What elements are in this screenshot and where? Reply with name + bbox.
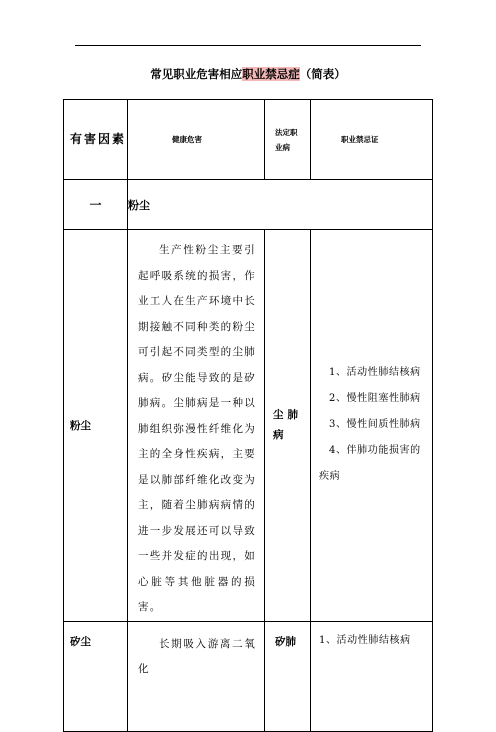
silica-health-text: 长期吸入游离二氧化	[138, 637, 256, 675]
header-rule	[75, 45, 421, 46]
silica-legal: 矽肺	[275, 635, 296, 648]
table-row	[64, 621, 433, 731]
silica-health-cell	[128, 621, 265, 731]
header-health: 健康危害	[172, 135, 202, 144]
title-highlight: 职业禁忌症	[242, 67, 300, 81]
section-number: 一	[64, 180, 128, 230]
list-item: 1、活动性肺结核病	[329, 367, 421, 379]
section-row	[64, 180, 433, 230]
document-title	[0, 66, 496, 82]
header-legal-cell	[265, 100, 311, 180]
occupational-hazard-table	[63, 99, 433, 732]
silica-legal-cell	[265, 621, 311, 731]
list-item: 3、慢性间质性肺病	[329, 419, 421, 431]
dust-legal-cell	[265, 230, 311, 622]
silica-factor-cell	[64, 621, 128, 731]
header-contra: 职业禁忌证	[341, 135, 379, 144]
dust-contra-list	[311, 360, 432, 490]
table-row	[64, 230, 433, 622]
header-legal: 法定职业病	[275, 127, 298, 152]
dust-contra-cell	[311, 230, 433, 622]
section-name: 粉尘	[128, 180, 433, 230]
dust-health-cell	[128, 230, 265, 622]
dust-health-text: 生产性粉尘主要引起呼吸系统的损害，作业工人在生产环境中长期接触不同种类的粉尘可引起不同类型的尘肺病。矽尘能导致的是矽肺病。尘肺病是一种以肺组织弥漫性纤维化为主的全身性疾病，主要是以肺部纤维化改变为主，随着尘肺病病情的进一步发展还可以导致一些并发症的出现，如心脏等其他脏器的损害。	[138, 244, 256, 613]
dust-legal: 尘肺病	[273, 409, 302, 442]
silica-factor: 矽尘	[70, 635, 91, 648]
header-health-cell	[128, 100, 265, 180]
silica-contra-cell	[311, 621, 433, 731]
title-suffix: （简表）	[299, 67, 346, 81]
header-factor-cell	[64, 100, 128, 180]
dust-factor: 粉尘	[70, 419, 91, 432]
table-header-row	[64, 100, 433, 180]
silica-contra: 1、活动性肺结核病	[319, 634, 411, 646]
header-contra-cell	[311, 100, 433, 180]
list-item: 2、慢性阻塞性肺病	[329, 393, 421, 405]
dust-factor-cell	[64, 230, 128, 622]
list-item: 4、伴肺功能损害的疾病	[319, 445, 421, 483]
title-prefix: 常见职业危害相应	[150, 67, 243, 81]
header-factor: 有害因素	[70, 132, 127, 146]
